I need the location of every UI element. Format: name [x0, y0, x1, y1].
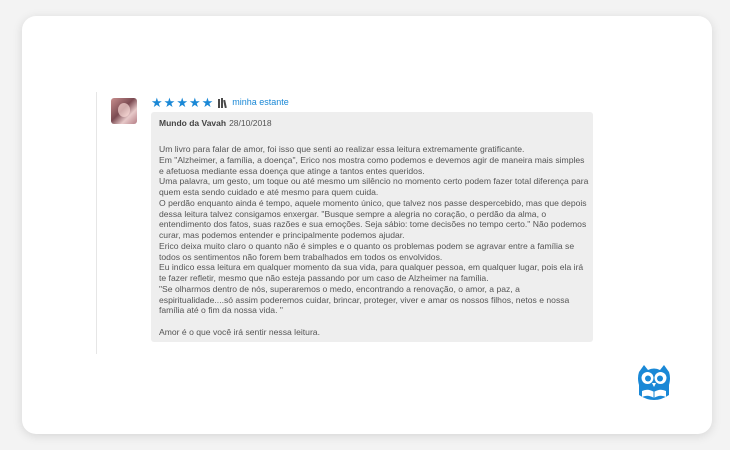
- star-rating: [151, 96, 213, 109]
- review-bubble: [151, 112, 593, 342]
- star-icon: ★: [151, 94, 163, 110]
- owl-logo-icon: [636, 364, 672, 404]
- rating-row: [151, 95, 289, 109]
- author-name[interactable]: Mundo da Vavah: [159, 118, 227, 128]
- star-icon: ★: [163, 94, 176, 110]
- author-line: [159, 118, 585, 128]
- review-date: 28/10/2018: [229, 118, 272, 128]
- review-paragraph: Erico deixa muito claro o quanto não é simples e o quanto os problemas podem se agravar entre a família se todos os sentimentos não forem bem trabalhados em todos os envolvidos.: [159, 240, 575, 262]
- review-closing: Amor é o que você irá sentir nessa leitura.: [159, 326, 320, 337]
- review-paragraph: Eu indico essa leitura em qualquer momento da sua vida, para qualquer pessoa, em qualquer lugar, pois ela irá te fazer refletir, mesmo que não esteja passando por um caso de Alzheimer na família.: [159, 262, 584, 283]
- review-paragraph: Em "Alzheimer, a família, a doença", Erico nos mostra como podemos e devemos agir de maneira mais simples e afetuosa mediante essa doença que atinge a tantos entes queridos.: [159, 154, 585, 176]
- review-paragraph: "Se olharmos dentro de nós, superaremos o medo, encontrando a renovação, o amor, a paz, a espiritualidade....só assim poderemos cuidar, brincar, proteger, viver e amar os nossos filhos, netos e nossa família até o fim da nossa vida. ": [159, 283, 570, 316]
- timeline-divider: [96, 92, 97, 354]
- avatar[interactable]: [111, 98, 137, 124]
- star-icon: ★: [188, 94, 201, 110]
- star-icon: ★: [176, 94, 188, 110]
- review-paragraph: Uma palavra, um gesto, um toque ou até mesmo um silêncio no momento certo podem fazer total diferença para quem esta sendo cuidado e até mesmo para quem cuida.: [159, 176, 589, 197]
- review-paragraph: O perdão enquanto ainda é tempo, aquele momento único, que talvez nos passe despercebido, mas que depois dessa leitura talvez consigamos enxergar. "Busque sempre a alegria no coração, o perdão da alma, o entendimento dos fatos, suas razões e sua emoções. Seja sábio: tome decisões no tempo certo." Não podemos curar, mas podemos entender e principalmente podemos ajudar.: [159, 197, 587, 240]
- review-text: [159, 144, 589, 337]
- star-icon: ★: [201, 94, 214, 110]
- shelf-link[interactable]: minha estante: [232, 96, 289, 107]
- bookshelf-icon[interactable]: [218, 97, 229, 108]
- review-paragraph: Um livro para falar de amor, foi isso que senti ao realizar essa leitura extremamente gratificante.: [159, 144, 525, 154]
